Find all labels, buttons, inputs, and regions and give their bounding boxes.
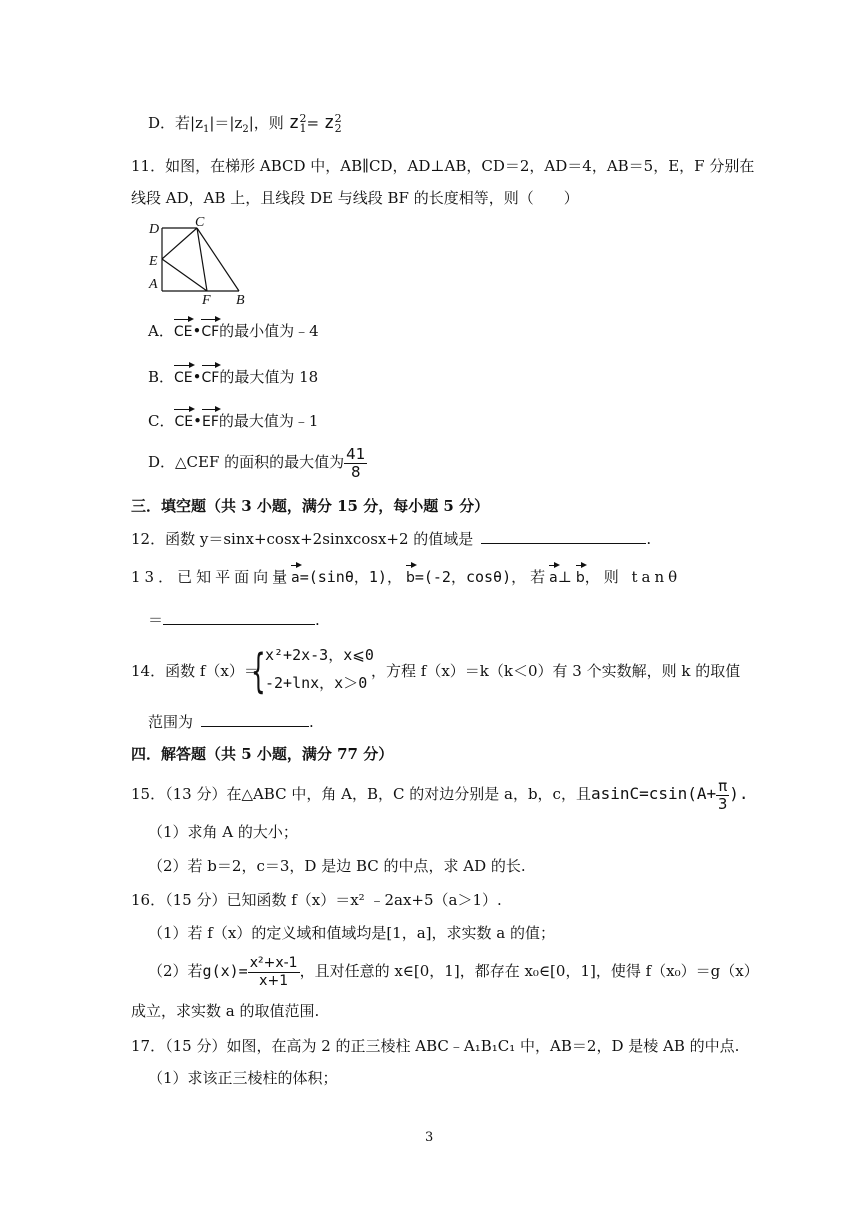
q15-part2: （2）若 b＝2，c＝3，D 是边 BC 的中点，求 AD 的长.	[148, 857, 526, 875]
page-number: 3	[425, 1130, 434, 1145]
q10-option-d: D．若$|z_1|=|z_2|$，则 z 2 1 = z 2 2	[148, 112, 342, 135]
q16-part2-line2: 成立，求实数 a 的取值范围.	[131, 1002, 320, 1020]
segment-cf	[197, 228, 207, 291]
segment-ce	[162, 228, 197, 259]
vector-cf: CF	[201, 324, 220, 340]
q12: 12．函数 y＝sinx+cosx+2sinxcosx+2 的值域是 .	[131, 530, 652, 548]
section-4-heading: 四．解答题（共 5 小题，满分 77 分）	[131, 745, 394, 763]
q16-part1: （1）若 f（x）的定义域和值域均是[1，a]，求实数 a 的值；	[148, 924, 555, 942]
answer-blank[interactable]	[163, 609, 315, 625]
q15-part1: （1）求角 A 的大小；	[148, 823, 298, 841]
vector-b: b	[405, 570, 415, 586]
q13-line1: 13．已知平面向量a=(sinθ，1)，b=(-2，cosθ)，若a⊥b，则 tanθ	[131, 568, 682, 586]
vector-ce: CE	[173, 324, 193, 340]
label-e: E	[149, 254, 158, 269]
q16-line1: 16．（15 分）已知函数 f（x）＝x² ﹣2ax+5（a＞1）.	[131, 891, 502, 909]
segment-cb	[197, 228, 239, 291]
q11-line2: 线段 AD，AB 上，且线段 DE 与线段 BF 的长度相等，则（ ）	[131, 189, 579, 207]
trapezoid-figure	[140, 212, 260, 307]
label-d: D	[149, 222, 160, 237]
vector-a: a	[549, 570, 558, 586]
vector-ce: CE	[174, 414, 194, 430]
segment-ef	[162, 259, 207, 291]
q16-part2: （2）若g(x)= $\frac{\text{x²+x-1}}{x+1}$ ，且对任意的 x∈[0，1]，都存在 x₀∈[0，1]，使得 f（x₀）＝g（x）	[148, 954, 759, 989]
answer-blank[interactable]	[481, 528, 646, 544]
case-2: -2+lnx，x＞0	[265, 674, 368, 692]
q14-line2: 范围为 .	[148, 713, 314, 731]
case-1: x²+2x-3，x⩽0	[265, 646, 374, 664]
vector-cf: CF	[201, 370, 220, 386]
label-b: B	[236, 293, 245, 307]
fraction-pi-3: $\frac{\pi}{3}$	[717, 776, 728, 813]
vector-a: a	[291, 570, 300, 586]
section-3-heading: 三．填空题（共 3 小题，满分 15 分，每小题 5 分）	[131, 497, 490, 515]
vector-ef: EF	[201, 414, 219, 430]
vector-ce: CE	[174, 370, 193, 386]
q11-line1: 11．如图，在梯形 ABCD 中，AB∥CD，AD⊥AB，CD＝2，AD＝4，AB＝5，E，F 分别在	[131, 157, 755, 175]
label-f: F	[202, 293, 211, 307]
q11-option-c: C．CE•EF的最大值为﹣1	[148, 412, 319, 430]
label-a: A	[149, 277, 158, 292]
q17-part1: （1）求该正三棱柱的体积；	[148, 1069, 338, 1087]
q17-line1: 17．（15 分）如图，在高为 2 的正三棱柱 ABC﹣A₁B₁C₁ 中，AB＝2，D 是棱 AB 的中点.	[131, 1037, 740, 1055]
q11-option-a: A．CE•CF的最小值为﹣4	[148, 322, 319, 340]
fraction-41-8: $\frac{41}{8}$	[346, 444, 366, 481]
q15-line1: 15．（13 分）在△ABC 中，角 A，B，C 的对边分别是 a，b，c，且asinC=csin(A+ $\frac{\pi}{3}$ ).	[131, 776, 749, 813]
fraction-g: $\frac{\text{x²+x-1}}{x+1}$	[249, 954, 298, 989]
label-c: C	[195, 215, 205, 230]
q11-option-b: B．CE•CF的最大值为 18	[148, 368, 319, 386]
q13-line2: ＝ .	[148, 611, 320, 629]
vector-b: b	[575, 570, 585, 586]
answer-blank[interactable]	[201, 711, 309, 727]
q11-option-d: D．△CEF 的面积的最大值为 $\frac{41}{8}$	[148, 444, 366, 481]
brace: {	[251, 644, 266, 698]
